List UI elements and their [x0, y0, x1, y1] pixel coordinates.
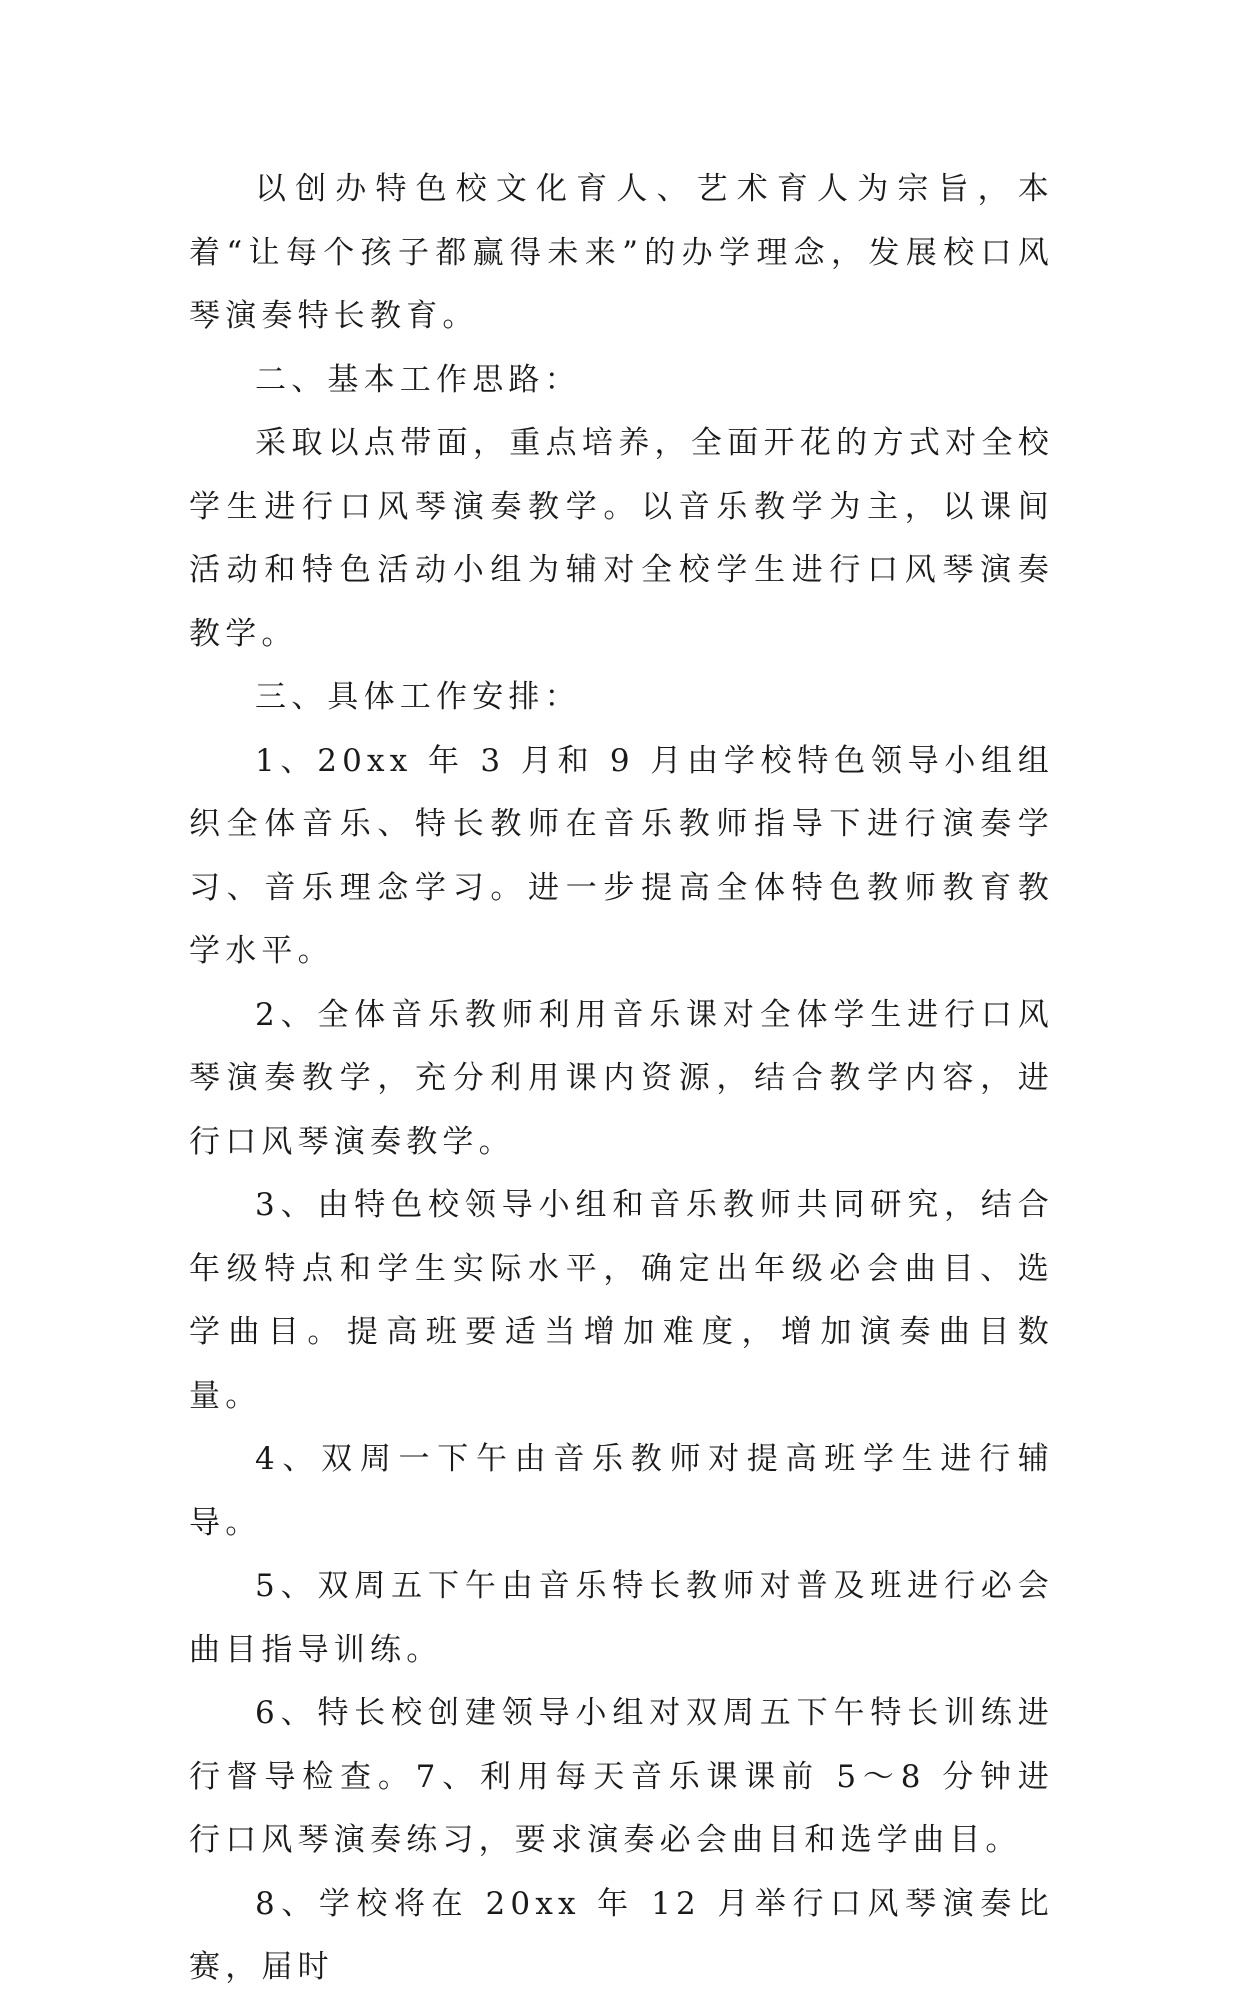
paragraph-purpose: 以创办特色校文化育人、艺术育人为宗旨，本着“让每个孩子都赢得未来”的办学理念，发展校口风琴演奏特长教育。	[189, 171, 1054, 334]
list-item-4: 4、双周一下午由音乐教师对提高班学生进行辅导。	[189, 1441, 1054, 1541]
list-item-6-7: 6、特长校创建领导小组对双周五下午特长训练进行督导检查。7、利用每天音乐课课前 5～8 分钟进行口风琴演奏练习，要求演奏必会曲目和选学曲目。	[189, 1695, 1054, 1858]
list-item-1: 1、20xx 年 3 月和 9 月由学校特色领导小组组织全体音乐、特长教师在音乐教师指导下进行演奏学习、音乐理念学习。进一步提高全体特色教师教育教学水平。	[189, 742, 1054, 969]
list-item-3: 3、由特色校领导小组和音乐教师共同研究，结合年级特点和学生实际水平，确定出年级必会曲目、选学曲目。提高班要适当增加难度，增加演奏曲目数量。	[189, 1187, 1054, 1414]
paragraph-basic-approach: 采取以点带面，重点培养，全面开花的方式对全校学生进行口风琴演奏教学。以音乐教学为主，以课间活动和特色活动小组为辅对全校学生进行口风琴演奏教学。	[189, 425, 1054, 652]
list-item-5: 5、双周五下午由音乐特长教师对普及班进行必会曲目指导训练。	[189, 1568, 1054, 1668]
document-body	[189, 158, 1054, 2000]
list-item-8: 8、学校将在 20xx 年 12 月举行口风琴演奏比赛，届时	[189, 1885, 1054, 1985]
list-item-2: 2、全体音乐教师利用音乐课对全体学生进行口风琴演奏教学，充分利用课内资源，结合教学内容，进行口风琴演奏教学。	[189, 996, 1054, 1160]
section-heading-work-arrangement: 三、具体工作安排：	[255, 679, 581, 715]
section-heading-basic-approach: 二、基本工作思路：	[255, 361, 581, 398]
